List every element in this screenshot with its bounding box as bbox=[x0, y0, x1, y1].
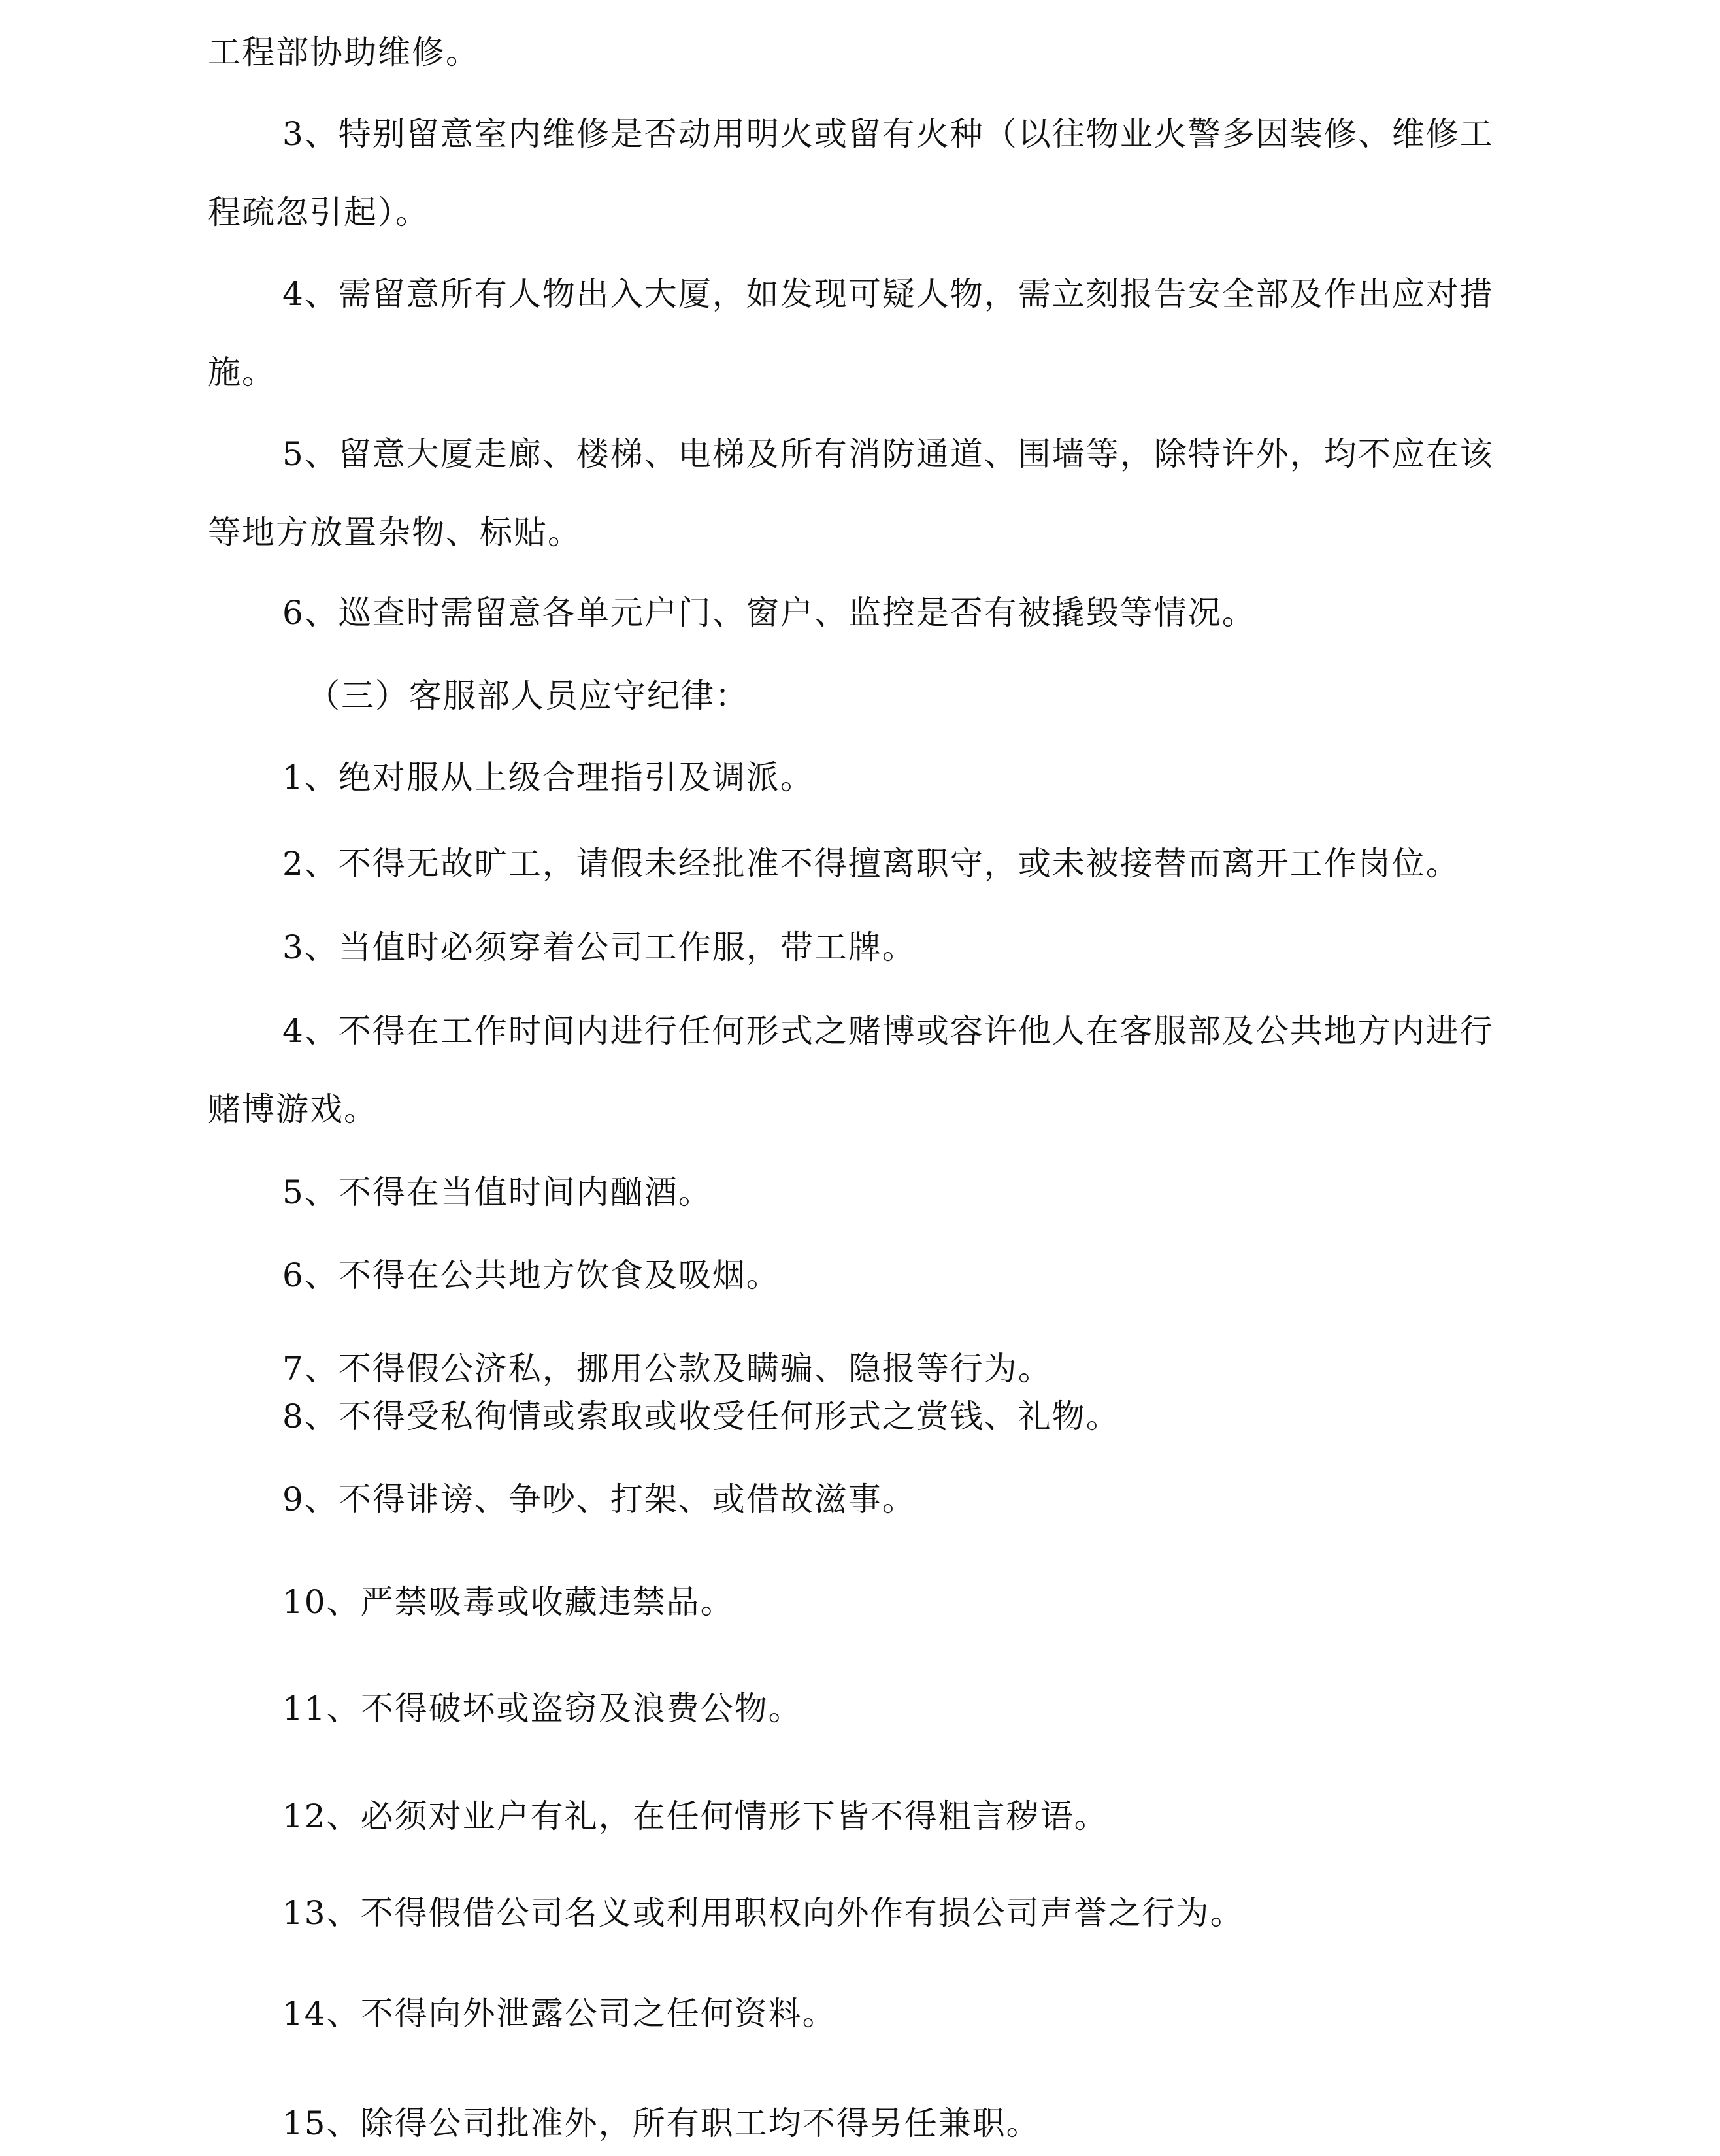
paragraph-line: 4、需留意所有人物出入大厦，如发现可疑人物，需立刻报告安全部及作出应对措 bbox=[282, 275, 1494, 313]
rule-item: 12、必须对业户有礼，在任何情形下皆不得粗言秽语。 bbox=[282, 1797, 1108, 1835]
rule-item-continuation: 赌博游戏。 bbox=[208, 1090, 378, 1128]
rule-item: 3、当值时必须穿着公司工作服，带工牌。 bbox=[282, 928, 916, 966]
paragraph-line: 等地方放置杂物、标贴。 bbox=[208, 514, 582, 551]
rule-item: 15、除得公司批准外，所有职工均不得另任兼职。 bbox=[282, 2104, 1040, 2142]
rule-item: 14、不得向外泄露公司之任何资料。 bbox=[282, 1995, 836, 2033]
rule-item: 4、不得在工作时间内进行任何形式之赌博或容许他人在客服部及公共地方内进行 bbox=[282, 1012, 1494, 1050]
rule-item: 2、不得无故旷工，请假未经批准不得擅离职守，或未被接替而离开工作岗位。 bbox=[282, 845, 1460, 883]
rule-item: 10、严禁吸毒或收藏违禁品。 bbox=[282, 1583, 735, 1621]
paragraph-line: 6、巡查时需留意各单元户门、窗户、监控是否有被撬毁等情况。 bbox=[282, 594, 1256, 632]
section-heading: （三）客服部人员应守纪律： bbox=[307, 677, 749, 715]
rule-item: 1、绝对服从上级合理指引及调派。 bbox=[282, 759, 814, 796]
rule-item: 6、不得在公共地方饮食及吸烟。 bbox=[282, 1256, 780, 1294]
paragraph-line: 程疏忽引起）。 bbox=[208, 193, 429, 231]
rule-item: 9、不得诽谤、争吵、打架、或借故滋事。 bbox=[282, 1480, 916, 1518]
rule-item: 7、不得假公济私，挪用公款及瞒骗、隐报等行为。 bbox=[282, 1350, 1052, 1388]
paragraph-line: 3、特别留意室内维修是否动用明火或留有火种（以往物业火警多因装修、维修工 bbox=[282, 115, 1494, 153]
rule-item: 11、不得破坏或盗窃及浪费公物。 bbox=[282, 1690, 802, 1727]
paragraph-line: 5、留意大厦走廊、楼梯、电梯及所有消防通道、围墙等，除特许外，均不应在该 bbox=[282, 435, 1494, 473]
rule-item: 8、不得受私徇情或索取或收受任何形式之赏钱、礼物。 bbox=[282, 1397, 1120, 1435]
paragraph-line: 施。 bbox=[208, 353, 276, 391]
rule-item: 5、不得在当值时间内酗酒。 bbox=[282, 1173, 712, 1211]
paragraph-line: 工程部协助维修。 bbox=[208, 33, 480, 71]
rule-item: 13、不得假借公司名义或利用职权向外作有损公司声誉之行为。 bbox=[282, 1894, 1244, 1932]
